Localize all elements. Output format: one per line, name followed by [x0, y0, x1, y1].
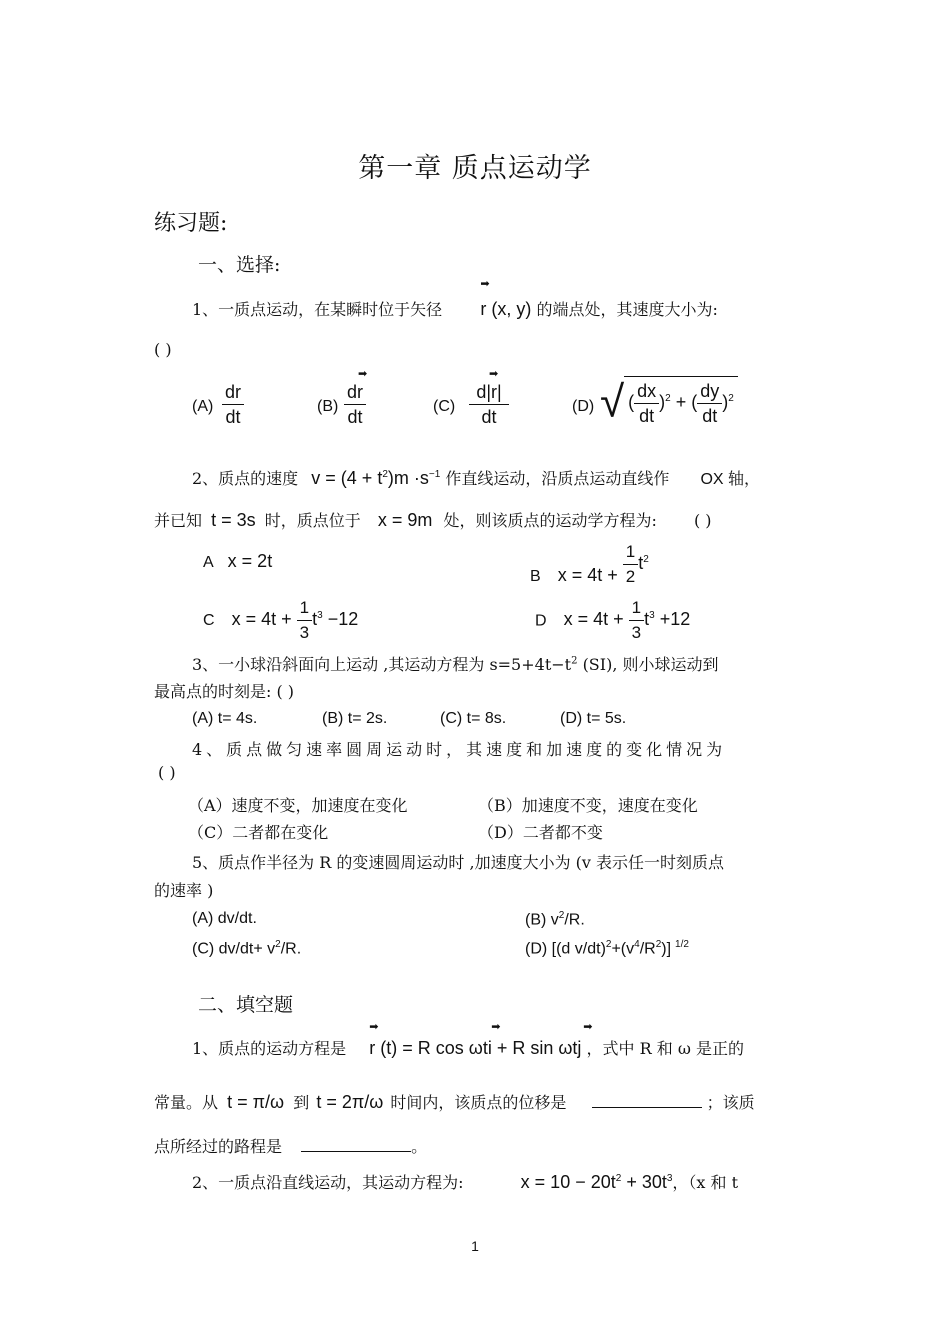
fill-q1-eq: ➡ ➡ ➡ r (t) = R cos ωti + R sin ωtj — [369, 1021, 593, 1058]
q2-line1: 2、质点的速度 $v = (4 + t^2)m \cdot s^{-1}$ 作直线运动，沿质点运动直线作 OX 轴， — [192, 468, 761, 488]
section-fill-heading: 二、填空题 — [198, 994, 294, 1016]
fill-q1-line2: 常量。从 t = π/ω 到 t = 2π/ω 时间内，该质点的位移是 ；该质 — [154, 1092, 755, 1112]
q1-text-a: 1、一质点运动，在某瞬时位于矢径 — [192, 300, 443, 319]
q3-line2: 最高点的时刻是: ( ) — [154, 682, 295, 701]
q3-opt-d: (D) t= 5s. — [560, 710, 627, 727]
q1-text-b: 的端点处，其速度大小为: — [536, 300, 718, 319]
fill-q2-eq: $x = 10 - 20t^2 + 30t^3$ — [520, 1172, 673, 1192]
q5-opt-b: (B) $v^2/R$. — [525, 910, 585, 929]
q2-opt-a: A x = 2t — [203, 551, 273, 571]
q4-opt-b: （B）加速度不变，速度在变化 — [478, 796, 698, 815]
q1-opt-d-frac1: $\frac{dx}{dt}$ — [634, 379, 659, 428]
q1-opt-a-frac: $\frac{dr}{dt}$ — [222, 380, 244, 429]
q3-opt-c: (C) t= 8s. — [440, 710, 507, 727]
q1-paren: ( ) — [154, 340, 172, 359]
fill-q2-line1: 2、一质点沿直线运动，其运动方程为: $x = 10 - 20t^2 + 30t^3$，（x 和 t — [192, 1172, 739, 1192]
fill-q1-line1: 1、质点的运动方程是 ➡ ➡ ➡ r (t) = R cos ωti + R sin ωtj ，式中 R 和 ω 是正的 — [192, 1021, 744, 1058]
q5-line1: 5、质点作半径为 R 的变速圆周运动时 ,加速度大小为 (v 表示任一时刻质点 — [192, 853, 725, 872]
q1-label-d: (D) — [572, 398, 595, 415]
q2-opt-c: C x = 4t + $\frac{1}{3}$ $t^3 -12$ — [203, 598, 359, 642]
vector-arrow-icon: ➡ — [491, 1021, 501, 1033]
q5-opt-a: (A) dv/dt. — [192, 910, 257, 927]
section-choice-heading: 一、选择: — [198, 254, 281, 276]
page-number: 1 — [471, 1238, 479, 1254]
q1-vector-expr: ➡ r (x, y) — [480, 278, 532, 319]
exercise-heading: 练习题: — [154, 211, 228, 236]
fill-q1-line3: 点所经过的路程是 。 — [154, 1137, 428, 1156]
path-length-blank[interactable] — [301, 1137, 411, 1152]
q5-line2: 的速率 ) — [154, 881, 214, 900]
q1-opt-d-sqrt: √ ( $\frac{dx}{dt}$ )$^2$ + ( $\frac{dy}{dt}$ )$^2$ — [600, 376, 738, 428]
q3-line1: 3、一小球沿斜面向上运动 ,其运动方程为 $s=5+4t-t^2$ (SI), 则小球运动到 — [192, 655, 719, 674]
q3-opt-b: (B) t= 2s. — [322, 710, 388, 727]
q4-opt-d: （D）二者都不变 — [478, 823, 603, 842]
q1-label-a: (A) — [192, 398, 214, 415]
q4-opt-a: （A）速度不变，加速度在变化 — [188, 796, 408, 815]
q2-opt-d: D x = 4t + $\frac{1}{3}$ $t^3 +12$ — [535, 598, 691, 642]
q3-opt-a: (A) t= 4s. — [192, 710, 258, 727]
q2-line2: 并已知 t = 3s 时，质点位于 x = 9m 处，则该质点的运动学方程为: ( ) — [154, 510, 712, 530]
q1-label-b: (B) — [317, 398, 339, 415]
q1-opt-b-frac: ➡ dr dt — [344, 380, 366, 429]
displacement-blank[interactable] — [592, 1093, 702, 1108]
q1-label-c: (C) — [433, 398, 456, 415]
sqrt-icon: √ — [600, 376, 625, 428]
q4-opt-c: （C）二者都在变化 — [188, 823, 329, 842]
page-title: 第一章 质点运动学 — [358, 153, 592, 184]
q4-line2: ( ) — [158, 763, 176, 782]
q2-opt-b: B x = 4t + $\frac{1}{2}$ $t^2$ — [530, 542, 649, 586]
vector-arrow-icon: ➡ — [369, 1021, 379, 1033]
q4-line1: 4、质点做匀速率圆周运动时，其速度和加速度的变化情况为 — [192, 740, 727, 759]
vector-arrow-icon: ➡ — [358, 368, 368, 380]
q1-opt-c-frac: ➡ d|r| dt — [469, 380, 509, 429]
q1-opt-d-frac2: $\frac{dy}{dt}$ — [697, 379, 722, 428]
q5-opt-c: (C) $dv/dt+ v^2/R$. — [192, 939, 302, 958]
vector-arrow-icon: ➡ — [480, 278, 490, 290]
vector-arrow-icon: ➡ — [583, 1021, 593, 1033]
vector-arrow-icon: ➡ — [489, 368, 499, 380]
q2-velocity-eq: $v = (4 + t^2)m \cdot s^{-1}$ — [311, 468, 441, 488]
q1-text — [192, 278, 718, 320]
q5-opt-d: (D) [(d $v/dt)^2+(v^4/R^2)$] $^{1/2}$ — [525, 939, 689, 958]
